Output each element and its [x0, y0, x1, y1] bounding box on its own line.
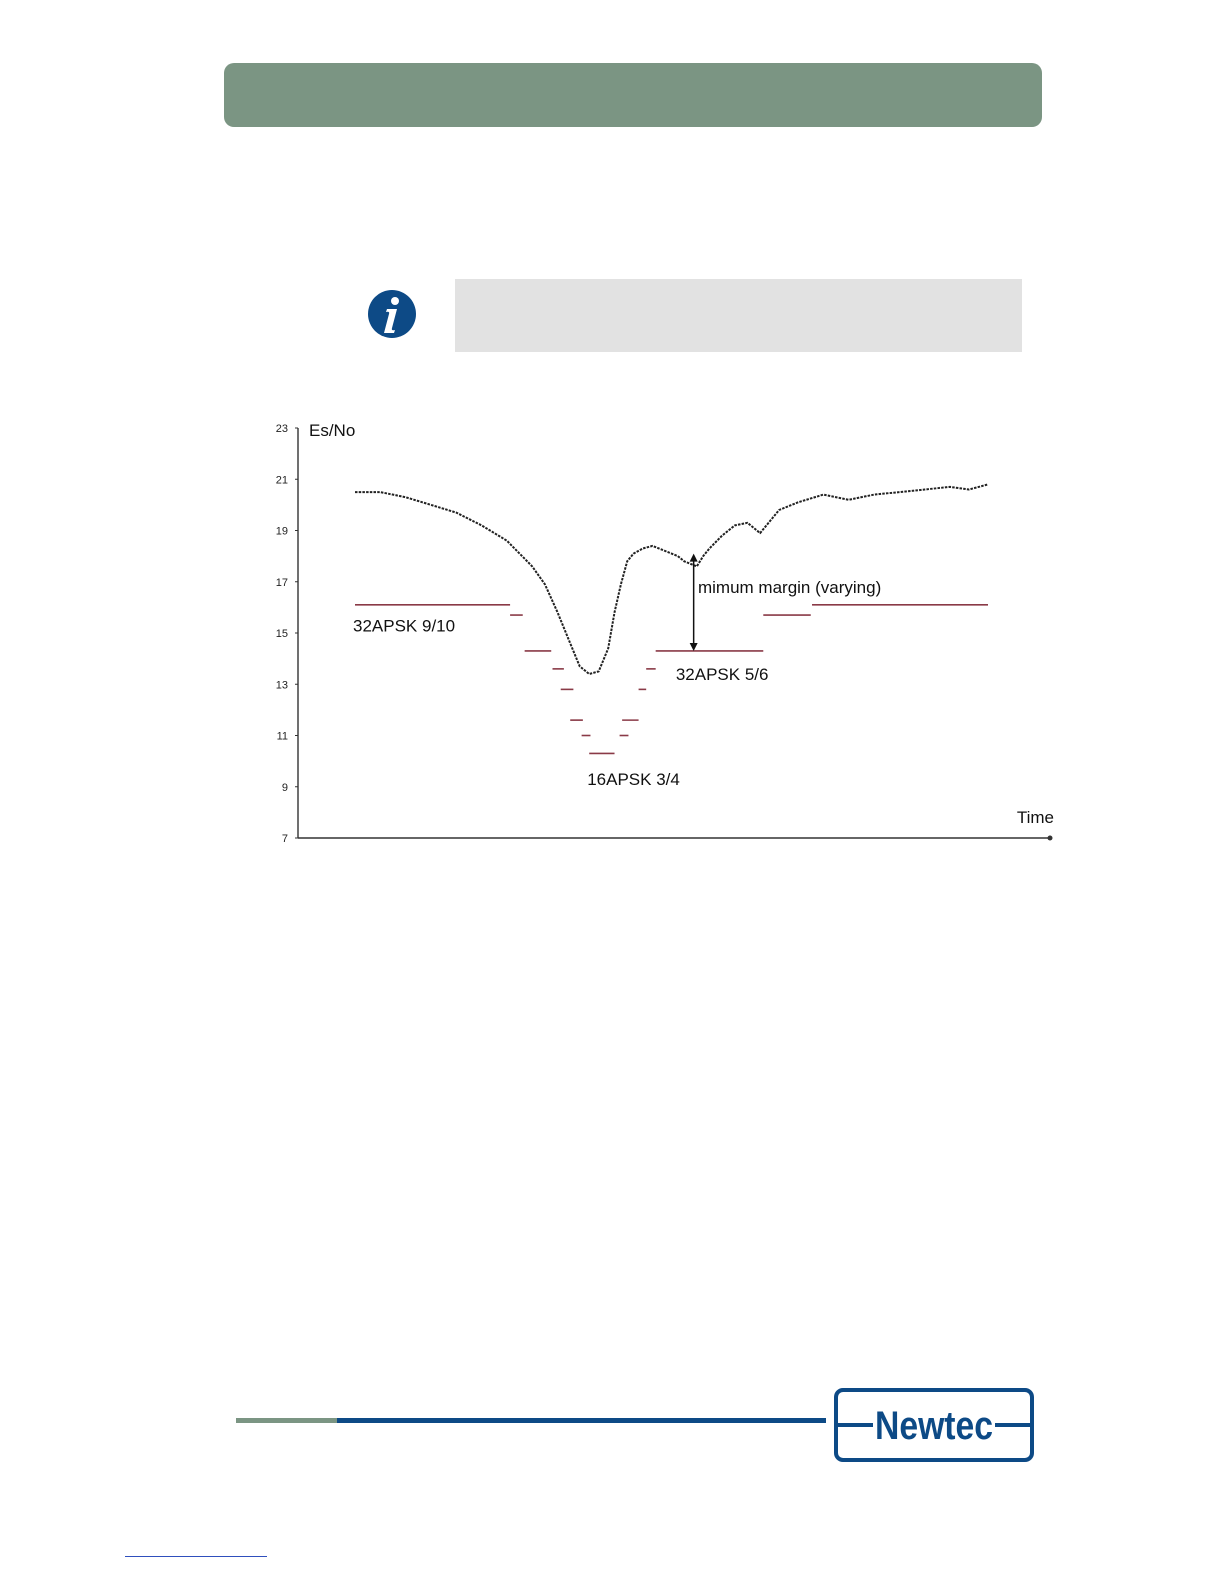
y-tick-label: 15 — [275, 628, 288, 640]
es-no-chart — [260, 408, 1070, 858]
footer-rule-grey — [236, 1418, 337, 1423]
info-icon — [367, 289, 417, 339]
y-tick-label: 7 — [281, 833, 288, 845]
y-tick-label: 21 — [275, 474, 288, 487]
footer-rule-blue — [337, 1418, 826, 1423]
footer-link-underline — [125, 1556, 267, 1557]
logo-text: Newtec — [875, 1404, 993, 1448]
y-tick-label: 23 — [275, 423, 288, 435]
y-tick-label: 13 — [275, 679, 288, 692]
annotation-label: 32APSK 5/6 — [675, 665, 769, 684]
y-tick-label: 19 — [275, 525, 288, 538]
note-box — [455, 279, 1022, 352]
annotation-label: 16APSK 3/4 — [587, 770, 680, 790]
x-axis-arrow — [1048, 836, 1053, 841]
y-axis-label: Es/No — [309, 421, 356, 440]
y-tick-label: 9 — [281, 781, 288, 794]
margin-arrow-head-up — [690, 554, 698, 562]
x-axis-label: Time — [1016, 808, 1054, 827]
annotation-label: mimum margin (varying) — [697, 577, 882, 597]
section-header-bar — [224, 63, 1042, 127]
y-tick-label: 17 — [275, 576, 288, 589]
annotation-label: 32APSK 9/10 — [353, 616, 456, 636]
es-no-curve — [355, 484, 988, 674]
margin-arrow-head-down — [690, 643, 698, 651]
newtec-logo — [833, 1387, 1035, 1463]
y-tick-label: 11 — [276, 730, 288, 743]
